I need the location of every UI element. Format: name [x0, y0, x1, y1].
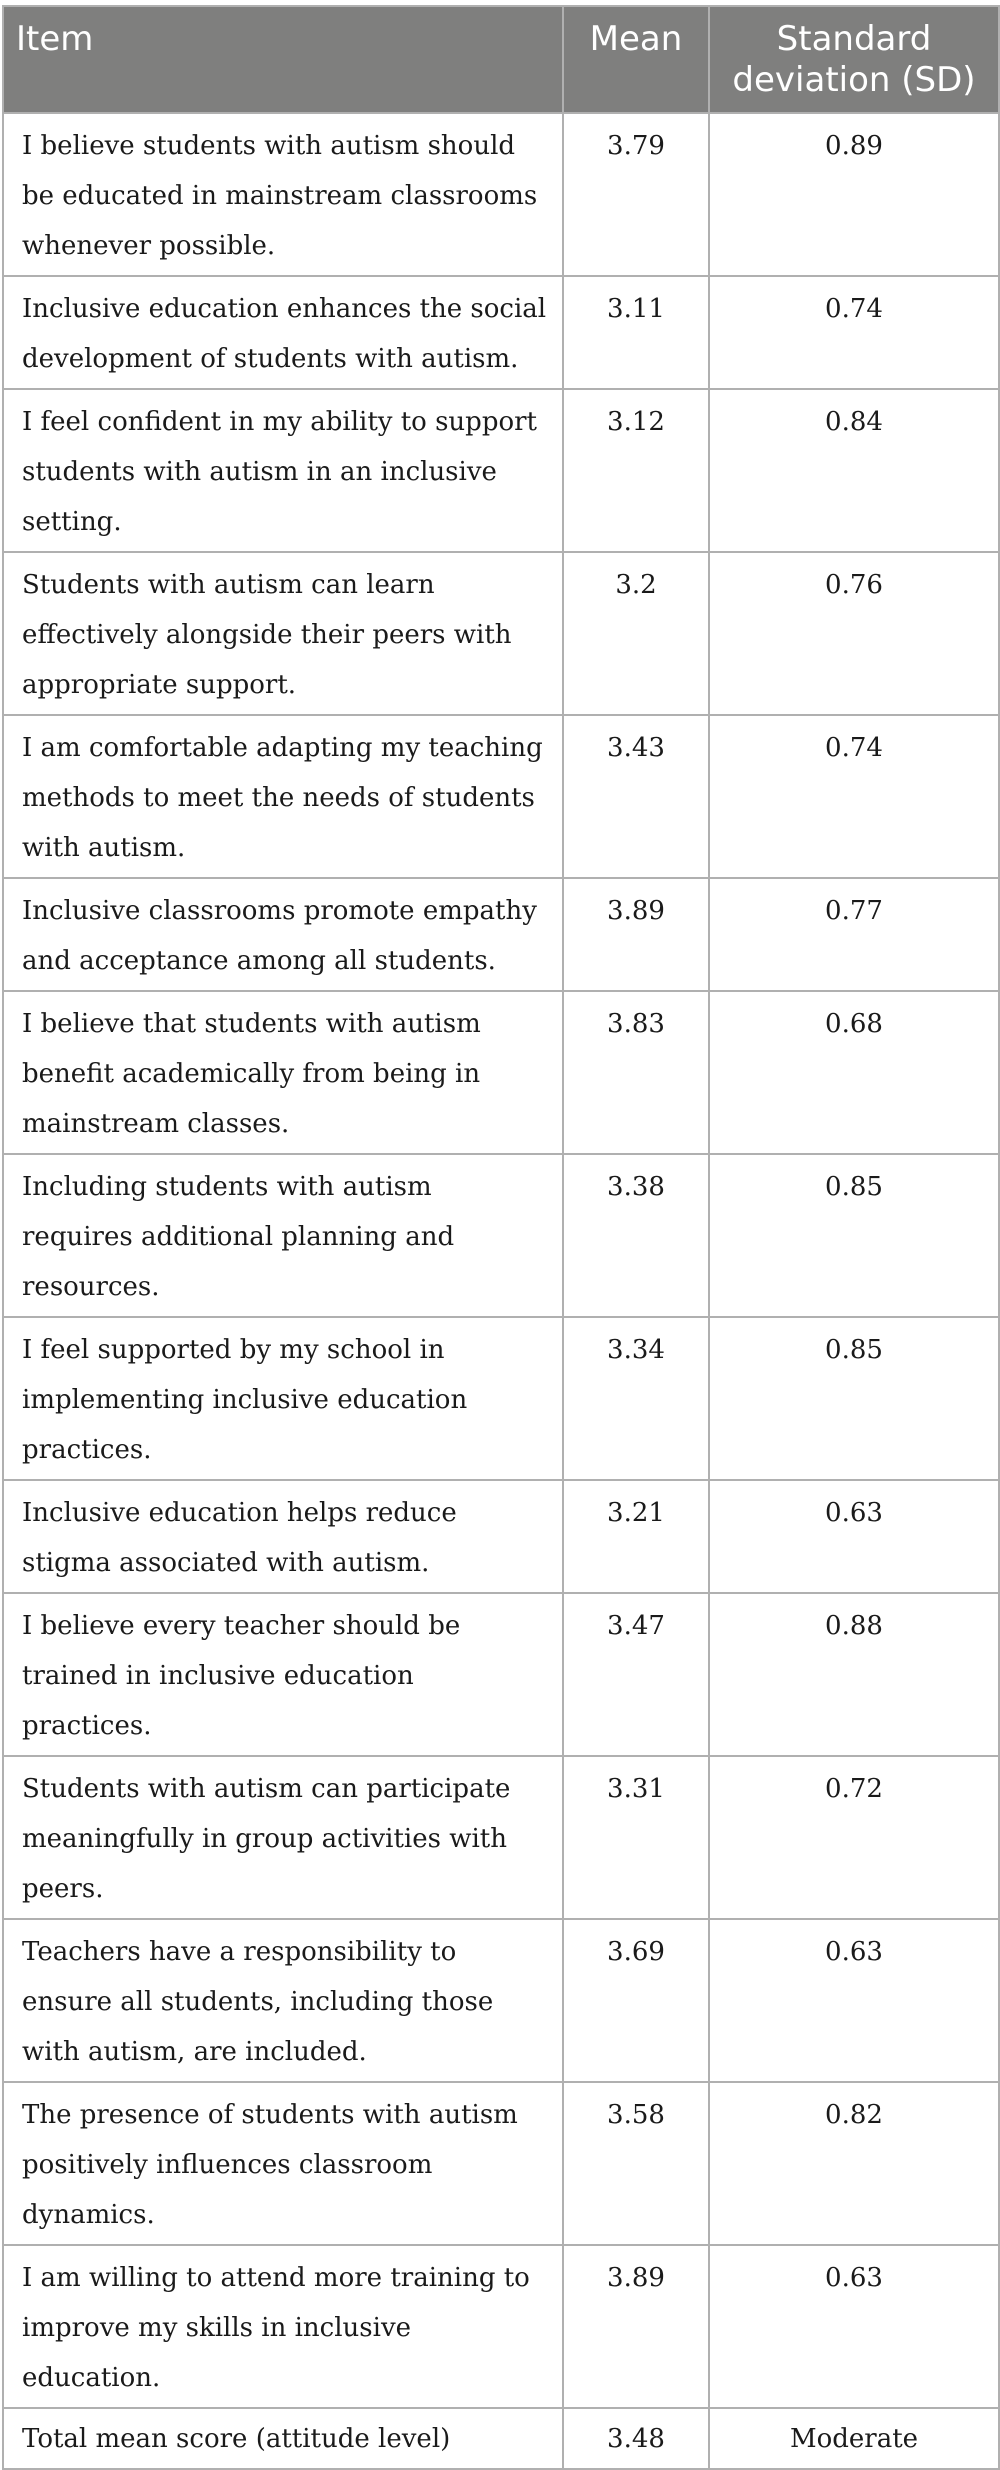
item-cell: Inclusive education helps reduce stigma associated with autism. — [3, 1480, 563, 1593]
header-item: Item — [3, 6, 563, 113]
table-row — [3, 552, 999, 715]
mean-cell: 3.2 — [563, 552, 709, 715]
table-row — [3, 715, 999, 878]
mean-cell: 3.79 — [563, 113, 709, 276]
mean-cell: 3.58 — [563, 2082, 709, 2245]
table-row — [3, 1756, 999, 1919]
total-label: Total mean score (attitude level) — [3, 2408, 563, 2469]
item-cell: Students with autism can learn effectively alongside their peers with appropriate support. — [3, 552, 563, 715]
sd-cell: 0.85 — [709, 1317, 999, 1480]
total-level: Moderate — [709, 2408, 999, 2469]
item-cell: I feel supported by my school in implementing inclusive education practices. — [3, 1317, 563, 1480]
item-cell: I am comfortable adapting my teaching methods to meet the needs of students with autism. — [3, 715, 563, 878]
sd-cell: 0.76 — [709, 552, 999, 715]
mean-cell: 3.89 — [563, 2245, 709, 2408]
sd-cell: 0.77 — [709, 878, 999, 991]
item-cell: Students with autism can participate meaningfully in group activities with peers. — [3, 1756, 563, 1919]
item-cell: Including students with autism requires additional planning and resources. — [3, 1154, 563, 1317]
results-table — [2, 5, 1000, 2470]
item-cell: I believe every teacher should be trained in inclusive education practices. — [3, 1593, 563, 1756]
item-cell: I am willing to attend more training to improve my skills in inclusive education. — [3, 2245, 563, 2408]
sd-cell: 0.74 — [709, 715, 999, 878]
table-row — [3, 1593, 999, 1756]
sd-cell: 0.63 — [709, 1919, 999, 2082]
sd-cell: 0.74 — [709, 276, 999, 389]
table-body — [3, 113, 999, 2469]
sd-cell: 0.85 — [709, 1154, 999, 1317]
item-cell: I believe that students with autism benefit academically from being in mainstream classes. — [3, 991, 563, 1154]
sd-cell: 0.63 — [709, 2245, 999, 2408]
total-mean: 3.48 — [563, 2408, 709, 2469]
mean-cell: 3.34 — [563, 1317, 709, 1480]
mean-cell: 3.38 — [563, 1154, 709, 1317]
mean-cell: 3.12 — [563, 389, 709, 552]
mean-cell: 3.43 — [563, 715, 709, 878]
sd-cell: 0.89 — [709, 113, 999, 276]
table-row — [3, 2245, 999, 2408]
sd-cell: 0.82 — [709, 2082, 999, 2245]
sd-cell: 0.68 — [709, 991, 999, 1154]
table-row — [3, 2082, 999, 2245]
table-row — [3, 1480, 999, 1593]
mean-cell: 3.21 — [563, 1480, 709, 1593]
table-row — [3, 389, 999, 552]
table-row — [3, 991, 999, 1154]
table-row — [3, 1154, 999, 1317]
item-cell: I feel confident in my ability to support students with autism in an inclusive setting. — [3, 389, 563, 552]
table-row — [3, 1919, 999, 2082]
mean-cell: 3.47 — [563, 1593, 709, 1756]
mean-cell: 3.89 — [563, 878, 709, 991]
mean-cell: 3.69 — [563, 1919, 709, 2082]
item-cell: Teachers have a responsibility to ensure all students, including those with autism, are included. — [3, 1919, 563, 2082]
table-row — [3, 113, 999, 276]
mean-cell: 3.83 — [563, 991, 709, 1154]
table-header — [3, 6, 999, 113]
header-mean: Mean — [563, 6, 709, 113]
mean-cell: 3.11 — [563, 276, 709, 389]
item-cell: Inclusive classrooms promote empathy and acceptance among all students. — [3, 878, 563, 991]
table-row — [3, 276, 999, 389]
sd-cell: 0.63 — [709, 1480, 999, 1593]
item-cell: The presence of students with autism positively influences classroom dynamics. — [3, 2082, 563, 2245]
table-row — [3, 878, 999, 991]
sd-cell: 0.88 — [709, 1593, 999, 1756]
table-row — [3, 1317, 999, 1480]
sd-cell: 0.84 — [709, 389, 999, 552]
mean-cell: 3.31 — [563, 1756, 709, 1919]
sd-cell: 0.72 — [709, 1756, 999, 1919]
item-cell: I believe students with autism should be educated in mainstream classrooms whenever possible. — [3, 113, 563, 276]
total-row — [3, 2408, 999, 2469]
header-sd: Standard deviation (SD) — [709, 6, 999, 113]
item-cell: Inclusive education enhances the social development of students with autism. — [3, 276, 563, 389]
